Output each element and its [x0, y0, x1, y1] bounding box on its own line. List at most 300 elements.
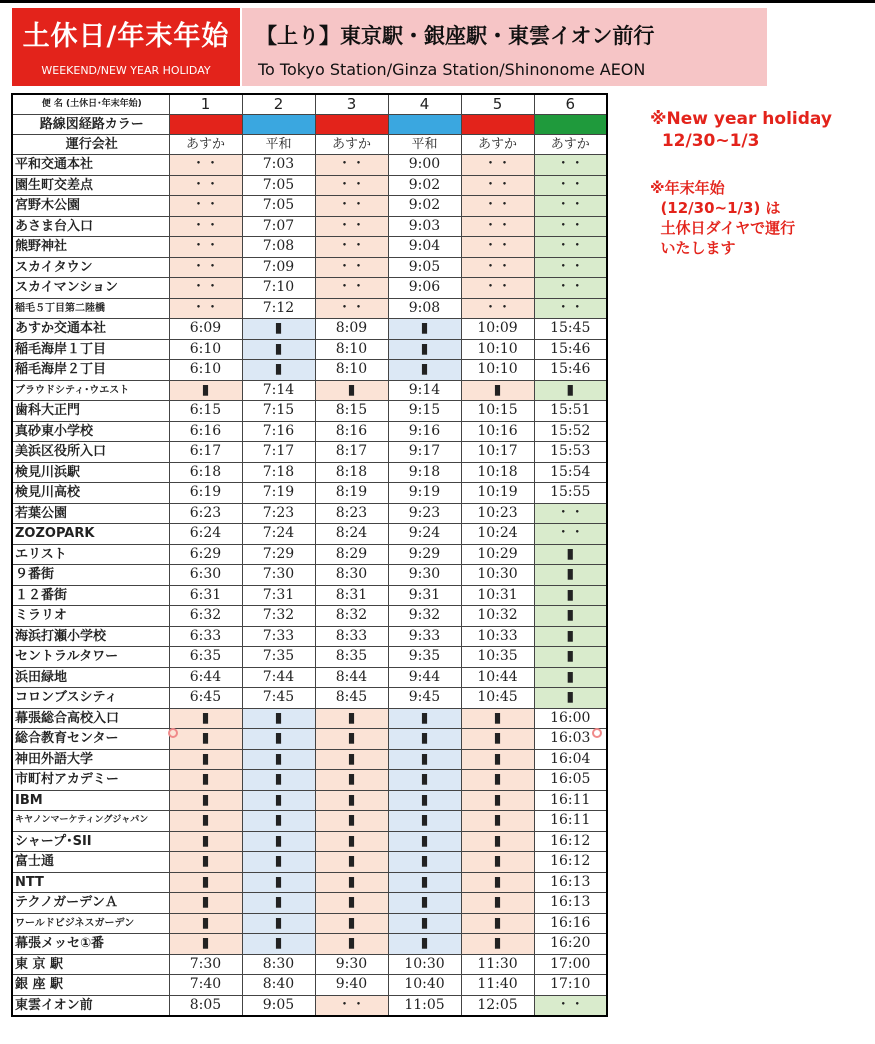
stop-name: １２番街 — [12, 585, 169, 606]
departure-time: ▮ — [388, 913, 461, 934]
route-color-swatch — [242, 115, 315, 135]
departure-time: ▮ — [534, 544, 607, 565]
departure-time: ▮ — [169, 913, 242, 934]
table-row — [12, 647, 607, 668]
table-row — [12, 319, 607, 340]
departure-time: 15:46 — [534, 339, 607, 360]
departure-time: 6:10 — [169, 360, 242, 381]
departure-time: 8:30 — [242, 954, 315, 975]
departure-time: 16:03 — [534, 729, 607, 750]
departure-time: 9:00 — [388, 155, 461, 176]
route-color-swatch — [315, 115, 388, 135]
departure-time: 8:09 — [315, 319, 388, 340]
departure-time: 10:33 — [461, 626, 534, 647]
table-row — [12, 831, 607, 852]
departure-time: 8:33 — [315, 626, 388, 647]
departure-time: 9:29 — [388, 544, 461, 565]
departure-time: 15:46 — [534, 360, 607, 381]
stop-name: 真砂東小学校 — [12, 421, 169, 442]
departure-time: ・・ — [461, 196, 534, 217]
departure-time: ▮ — [242, 708, 315, 729]
departure-time: 16:20 — [534, 934, 607, 955]
table-row — [12, 339, 607, 360]
table-row — [12, 606, 607, 627]
departure-time: 7:05 — [242, 175, 315, 196]
departure-time: ▮ — [388, 749, 461, 770]
departure-time: ▮ — [461, 852, 534, 873]
departure-time: 10:31 — [461, 585, 534, 606]
table-row — [12, 688, 607, 709]
table-row — [12, 913, 607, 934]
departure-time: 11:40 — [461, 975, 534, 996]
departure-time: ・・ — [461, 257, 534, 278]
departure-time: 10:29 — [461, 544, 534, 565]
stop-name: NTT — [12, 872, 169, 893]
departure-time: ▮ — [534, 647, 607, 668]
departure-time: 6:18 — [169, 462, 242, 483]
stop-name: ブラウドシティ･ウエスト — [12, 380, 169, 401]
departure-time: 6:23 — [169, 503, 242, 524]
departure-time: ▮ — [242, 790, 315, 811]
departure-time: ▮ — [169, 852, 242, 873]
operator-name: あすか — [315, 135, 388, 155]
departure-time: 16:13 — [534, 872, 607, 893]
table-row — [12, 667, 607, 688]
table-row — [12, 729, 607, 750]
table-row — [12, 626, 607, 647]
departure-time: ▮ — [388, 934, 461, 955]
departure-time: ▮ — [388, 852, 461, 873]
departure-time: ▮ — [461, 380, 534, 401]
departure-time: ・・ — [169, 278, 242, 299]
stop-name: 浜田緑地 — [12, 667, 169, 688]
table-row — [12, 893, 607, 914]
departure-time: 17:00 — [534, 954, 607, 975]
departure-time: 11:30 — [461, 954, 534, 975]
stop-name: 総合教育センター — [12, 729, 169, 750]
departure-time: 15:51 — [534, 401, 607, 422]
departure-time: 12:05 — [461, 995, 534, 1016]
departure-time: 7:08 — [242, 237, 315, 258]
departure-time: 8:35 — [315, 647, 388, 668]
holiday-note-en: ※New year holiday 12/30~1/3 — [650, 109, 832, 151]
departure-time: ▮ — [242, 831, 315, 852]
departure-time: ▮ — [461, 934, 534, 955]
departure-time: ▮ — [461, 729, 534, 750]
departure-time: 9:17 — [388, 442, 461, 463]
route-title-en: To Tokyo Station/Ginza Station/Shinonome AEON — [258, 60, 646, 79]
stop-name: スカイタウン — [12, 257, 169, 278]
departure-time: 10:44 — [461, 667, 534, 688]
departure-time: ▮ — [169, 749, 242, 770]
schedule-type-title: 土休日/年末年始 — [22, 21, 230, 52]
stop-name: 稲毛５丁目第二陸橋 — [12, 298, 169, 319]
departure-time: ・・ — [534, 257, 607, 278]
departure-time: ・・ — [315, 155, 388, 176]
departure-time: ▮ — [534, 688, 607, 709]
departure-time: ・・ — [315, 257, 388, 278]
departure-time: ▮ — [388, 708, 461, 729]
departure-time: ・・ — [315, 175, 388, 196]
departure-time: 7:44 — [242, 667, 315, 688]
departure-time: 16:12 — [534, 852, 607, 873]
departure-time: ▮ — [534, 585, 607, 606]
departure-time: ▮ — [242, 339, 315, 360]
departure-time: 7:10 — [242, 278, 315, 299]
route-color-swatch — [461, 115, 534, 135]
departure-time: ▮ — [461, 811, 534, 832]
stop-name: ミラリオ — [12, 606, 169, 627]
departure-time: ▮ — [388, 729, 461, 750]
departure-time: 10:30 — [388, 954, 461, 975]
operator-row — [12, 135, 607, 155]
stop-name: 宮野木公園 — [12, 196, 169, 217]
departure-time: ▮ — [315, 831, 388, 852]
departure-time: ▮ — [315, 913, 388, 934]
departure-time: 7:30 — [242, 565, 315, 586]
departure-time: 15:45 — [534, 319, 607, 340]
trip-number: 1 — [169, 94, 242, 115]
departure-time: ▮ — [169, 380, 242, 401]
departure-time: 6:35 — [169, 647, 242, 668]
departure-time: ▮ — [315, 770, 388, 791]
departure-time: 6:32 — [169, 606, 242, 627]
departure-time: 7:31 — [242, 585, 315, 606]
departure-time: 7:12 — [242, 298, 315, 319]
route-banner — [242, 8, 767, 86]
departure-time: 8:44 — [315, 667, 388, 688]
departure-time: ▮ — [242, 893, 315, 914]
departure-time: ▮ — [315, 749, 388, 770]
departure-time: 6:33 — [169, 626, 242, 647]
departure-time: ▮ — [534, 380, 607, 401]
table-row — [12, 503, 607, 524]
departure-time: 9:05 — [242, 995, 315, 1016]
departure-time: ▮ — [315, 872, 388, 893]
departure-time: ・・ — [169, 175, 242, 196]
table-row — [12, 708, 607, 729]
stop-name: あさま台入口 — [12, 216, 169, 237]
departure-time: 6:10 — [169, 339, 242, 360]
table-row — [12, 934, 607, 955]
table-row — [12, 421, 607, 442]
stop-name: 富士通 — [12, 852, 169, 873]
stop-name: ZOZOPARK — [12, 524, 169, 545]
table-row — [12, 298, 607, 319]
table-row — [12, 790, 607, 811]
departure-time: 9:02 — [388, 196, 461, 217]
departure-time: ▮ — [315, 380, 388, 401]
departure-time: 9:33 — [388, 626, 461, 647]
table-row — [12, 462, 607, 483]
departure-time: ▮ — [169, 790, 242, 811]
departure-time: 7:40 — [169, 975, 242, 996]
stop-name: 園生町交差点 — [12, 175, 169, 196]
departure-time: 9:32 — [388, 606, 461, 627]
departure-time: 16:12 — [534, 831, 607, 852]
stop-name: 平和交通本社 — [12, 155, 169, 176]
departure-time: ▮ — [315, 852, 388, 873]
departure-time: ▮ — [388, 319, 461, 340]
stop-name: 東 京 駅 — [12, 954, 169, 975]
table-row — [12, 257, 607, 278]
departure-time: ・・ — [315, 278, 388, 299]
stop-name: 検見川浜駅 — [12, 462, 169, 483]
departure-time: ▮ — [315, 790, 388, 811]
stop-name: スカイマンション — [12, 278, 169, 299]
departure-time: 8:16 — [315, 421, 388, 442]
departure-time: ▮ — [388, 811, 461, 832]
stop-name: セントラルタワー — [12, 647, 169, 668]
departure-time: 9:30 — [388, 565, 461, 586]
route-color-swatch — [388, 115, 461, 135]
departure-time: ▮ — [242, 729, 315, 750]
departure-time: 16:04 — [534, 749, 607, 770]
transfer-circle-mark — [168, 728, 178, 738]
departure-time: 8:17 — [315, 442, 388, 463]
stop-name: 稲毛海岸２丁目 — [12, 360, 169, 381]
departure-time: 10:32 — [461, 606, 534, 627]
departure-time: 7:45 — [242, 688, 315, 709]
departure-time: ・・ — [169, 155, 242, 176]
departure-time: 9:05 — [388, 257, 461, 278]
route-color-label: 路線図経路カラー — [12, 115, 169, 135]
departure-time: ・・ — [534, 524, 607, 545]
departure-time: 6:31 — [169, 585, 242, 606]
stop-name: 検見川高校 — [12, 483, 169, 504]
departure-time: 6:09 — [169, 319, 242, 340]
stop-name: エリスト — [12, 544, 169, 565]
departure-time: 15:55 — [534, 483, 607, 504]
departure-time: 7:30 — [169, 954, 242, 975]
departure-time: 8:40 — [242, 975, 315, 996]
departure-time: 9:44 — [388, 667, 461, 688]
departure-time: 6:24 — [169, 524, 242, 545]
table-row — [12, 360, 607, 381]
departure-time: 9:04 — [388, 237, 461, 258]
stop-name: 幕張総合高校入口 — [12, 708, 169, 729]
trip-number: 3 — [315, 94, 388, 115]
departure-time: ・・ — [315, 298, 388, 319]
table-row — [12, 155, 607, 176]
departure-time: 9:31 — [388, 585, 461, 606]
table-row — [12, 975, 607, 996]
route-color-swatch — [534, 115, 607, 135]
top-rule — [0, 0, 875, 3]
stop-name: 海浜打瀬小学校 — [12, 626, 169, 647]
departure-time: ▮ — [242, 770, 315, 791]
departure-time: ▮ — [242, 913, 315, 934]
departure-time: 10:15 — [461, 401, 534, 422]
departure-time: ▮ — [534, 606, 607, 627]
departure-time: 9:15 — [388, 401, 461, 422]
timetable — [11, 93, 608, 1017]
stop-name: ９番街 — [12, 565, 169, 586]
departure-time: 8:23 — [315, 503, 388, 524]
departure-time: 8:10 — [315, 339, 388, 360]
schedule-type-banner — [12, 8, 240, 86]
route-color-swatch — [169, 115, 242, 135]
trip-number: 4 — [388, 94, 461, 115]
table-row — [12, 175, 607, 196]
departure-time: 7:07 — [242, 216, 315, 237]
stop-name: 東雲イオン前 — [12, 995, 169, 1016]
departure-time: ・・ — [534, 175, 607, 196]
table-row — [12, 565, 607, 586]
departure-time: ・・ — [534, 155, 607, 176]
departure-time: 11:05 — [388, 995, 461, 1016]
departure-time: ▮ — [242, 934, 315, 955]
stop-name: ワールドビジネスガーデン — [12, 913, 169, 934]
departure-time: ・・ — [534, 216, 607, 237]
stop-name: 熊野神社 — [12, 237, 169, 258]
operator-name: あすか — [461, 135, 534, 155]
departure-time: ・・ — [534, 196, 607, 217]
departure-time: ・・ — [461, 278, 534, 299]
departure-time: 10:45 — [461, 688, 534, 709]
departure-time: 10:17 — [461, 442, 534, 463]
departure-time: 6:19 — [169, 483, 242, 504]
stop-name: 稲毛海岸１丁目 — [12, 339, 169, 360]
departure-time: 9:02 — [388, 175, 461, 196]
departure-time: ・・ — [461, 237, 534, 258]
departure-time: 6:44 — [169, 667, 242, 688]
departure-time: ▮ — [388, 339, 461, 360]
departure-time: ▮ — [388, 831, 461, 852]
departure-time: 15:52 — [534, 421, 607, 442]
departure-time: 6:15 — [169, 401, 242, 422]
route-title-jp: 【上り】東京駅・銀座駅・東雲イオン前行 — [256, 24, 655, 48]
departure-time: ・・ — [169, 257, 242, 278]
trip-number: 2 — [242, 94, 315, 115]
departure-time: ・・ — [461, 298, 534, 319]
departure-time: ▮ — [242, 811, 315, 832]
departure-time: 7:24 — [242, 524, 315, 545]
table-row — [12, 585, 607, 606]
departure-time: ▮ — [242, 319, 315, 340]
departure-time: 15:53 — [534, 442, 607, 463]
departure-time: ▮ — [315, 934, 388, 955]
departure-time: 6:16 — [169, 421, 242, 442]
departure-time: 9:16 — [388, 421, 461, 442]
trip-number: 6 — [534, 94, 607, 115]
table-row — [12, 442, 607, 463]
stop-name: テクノガーデンＡ — [12, 893, 169, 914]
departure-time: ▮ — [315, 708, 388, 729]
stop-name: キヤノンマーケティングジャパン — [12, 811, 169, 832]
departure-time: ▮ — [461, 872, 534, 893]
schedule-type-subtitle: WEEKEND/NEW YEAR HOLIDAY — [41, 64, 211, 77]
departure-time: ▮ — [461, 749, 534, 770]
departure-time: 9:08 — [388, 298, 461, 319]
departure-time: ・・ — [534, 278, 607, 299]
departure-time: ▮ — [242, 852, 315, 873]
stop-name: 市町村アカデミー — [12, 770, 169, 791]
departure-time: 10:10 — [461, 360, 534, 381]
departure-time: 8:45 — [315, 688, 388, 709]
departure-time: ▮ — [461, 790, 534, 811]
departure-time: 7:32 — [242, 606, 315, 627]
departure-time: ▮ — [534, 667, 607, 688]
departure-time: 16:00 — [534, 708, 607, 729]
departure-time: ▮ — [461, 913, 534, 934]
departure-time: 8:30 — [315, 565, 388, 586]
stop-name: 若葉公園 — [12, 503, 169, 524]
departure-time: 9:18 — [388, 462, 461, 483]
table-row — [12, 544, 607, 565]
departure-time: ・・ — [461, 216, 534, 237]
departure-time: ・・ — [315, 237, 388, 258]
route-color-row — [12, 115, 607, 135]
departure-time: 7:05 — [242, 196, 315, 217]
departure-time: ▮ — [461, 708, 534, 729]
departure-time: ・・ — [315, 216, 388, 237]
table-row — [12, 749, 607, 770]
departure-time: ▮ — [534, 565, 607, 586]
departure-time: ▮ — [169, 770, 242, 791]
departure-time: 8:29 — [315, 544, 388, 565]
departure-time: ▮ — [388, 360, 461, 381]
departure-time: ▮ — [315, 893, 388, 914]
departure-time: 8:15 — [315, 401, 388, 422]
departure-time: 9:40 — [315, 975, 388, 996]
departure-time: ▮ — [388, 770, 461, 791]
departure-time: ・・ — [169, 196, 242, 217]
stop-name: シャープ･SII — [12, 831, 169, 852]
departure-time: ・・ — [315, 196, 388, 217]
departure-time: 7:03 — [242, 155, 315, 176]
departure-time: ▮ — [534, 626, 607, 647]
table-row — [12, 380, 607, 401]
departure-time: 7:09 — [242, 257, 315, 278]
departure-time: 7:14 — [242, 380, 315, 401]
departure-time: ▮ — [315, 729, 388, 750]
departure-time: 7:35 — [242, 647, 315, 668]
trip-label: 便 名 (土休日･年末年始) — [12, 94, 169, 115]
departure-time: 9:19 — [388, 483, 461, 504]
departure-time: ▮ — [169, 893, 242, 914]
table-row — [12, 278, 607, 299]
departure-time: 7:15 — [242, 401, 315, 422]
departure-time: 7:33 — [242, 626, 315, 647]
table-row — [12, 524, 607, 545]
departure-time: 10:35 — [461, 647, 534, 668]
departure-time: ▮ — [461, 893, 534, 914]
departure-time: 9:03 — [388, 216, 461, 237]
trip-number: 5 — [461, 94, 534, 115]
departure-time: 7:23 — [242, 503, 315, 524]
departure-time: 16:11 — [534, 790, 607, 811]
table-row — [12, 811, 607, 832]
departure-time: ・・ — [534, 503, 607, 524]
departure-time: ・・ — [169, 298, 242, 319]
departure-time: ▮ — [169, 831, 242, 852]
departure-time: ▮ — [169, 708, 242, 729]
departure-time: 10:10 — [461, 339, 534, 360]
departure-time: 8:24 — [315, 524, 388, 545]
departure-time: 10:19 — [461, 483, 534, 504]
departure-time: 9:24 — [388, 524, 461, 545]
departure-time: 7:18 — [242, 462, 315, 483]
operator-name: 平和 — [388, 135, 461, 155]
departure-time: ▮ — [315, 811, 388, 832]
stop-name: 歯科大正門 — [12, 401, 169, 422]
departure-time: ・・ — [534, 237, 607, 258]
transfer-circle-mark — [592, 728, 602, 738]
table-row — [12, 770, 607, 791]
departure-time: 6:30 — [169, 565, 242, 586]
stop-name: あすか交通本社 — [12, 319, 169, 340]
